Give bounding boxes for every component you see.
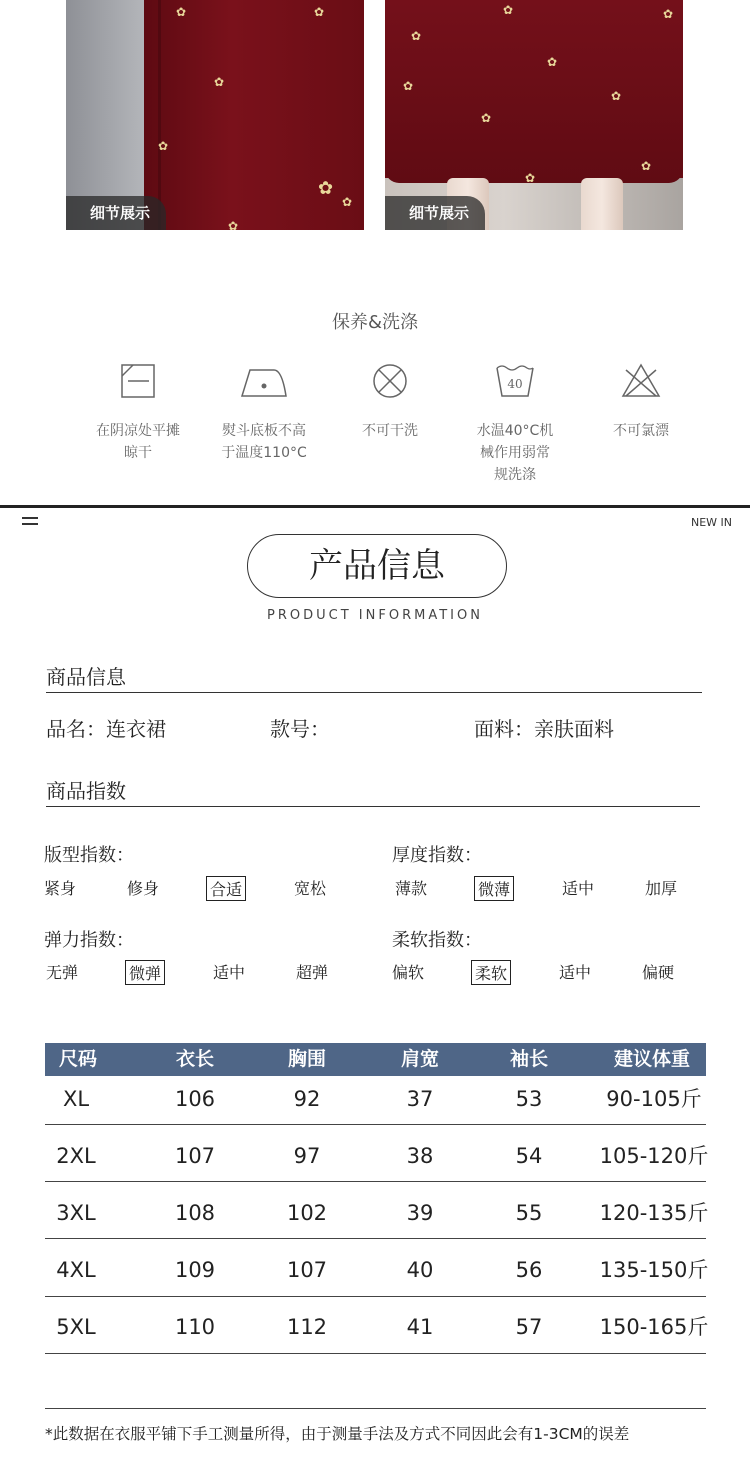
care-label-line: 熨斗底板不高 [222, 423, 306, 439]
bust-cell: 97 [293, 1144, 321, 1168]
care-label-line: 不可干洗 [362, 423, 418, 439]
size-column-header: 尺码 [58, 1048, 97, 1070]
product-index-heading: 商品指数 [46, 779, 126, 803]
bust-cell: 92 [293, 1087, 321, 1111]
no-dry-clean-icon [371, 362, 409, 400]
size-cell: XL [62, 1087, 90, 1111]
weight-cell: 135-150斤 [599, 1258, 709, 1282]
product-info-heading: 商品信息 [46, 665, 126, 689]
elasticity-option: 适中 [213, 963, 246, 982]
care-item-iron [208, 362, 320, 464]
elasticity-option: 无弹 [46, 963, 79, 982]
gold-flower-motif: ✿ [318, 178, 334, 199]
thickness-option: 加厚 [645, 879, 678, 898]
size-cell: 3XL [56, 1201, 96, 1225]
gold-flower-motif: ✿ [663, 7, 674, 21]
care-title: 保养&洗涤 [331, 312, 419, 333]
elasticity-option-selected: 微弹 [125, 960, 165, 985]
weight-column-header: 建议体重 [613, 1048, 690, 1070]
length-cell: 108 [174, 1201, 216, 1225]
weight-cell: 90-105斤 [606, 1087, 702, 1111]
wash-40-icon [494, 362, 536, 400]
care-label-line: 于温度110°C [221, 445, 307, 461]
length-cell: 109 [174, 1258, 216, 1282]
table-row-divider [45, 1296, 706, 1297]
footnote-divider [45, 1408, 706, 1409]
length-cell: 106 [174, 1087, 216, 1111]
gold-flower-motif: ✿ [314, 5, 325, 19]
detail-photo-right [385, 0, 683, 230]
sleeve-cell: 57 [515, 1315, 543, 1339]
shoulder-cell: 37 [406, 1087, 434, 1111]
gold-flower-motif: ✿ [547, 55, 558, 69]
gold-flower-motif: ✿ [158, 139, 169, 153]
shoulder-cell: 38 [406, 1144, 434, 1168]
care-item-wash-40 [459, 362, 571, 486]
shoulder-cell: 39 [406, 1201, 434, 1225]
sleeve-column-header: 袖长 [509, 1048, 548, 1070]
care-item-no-bleach [585, 362, 697, 442]
softness-option: 偏硬 [642, 963, 675, 982]
detail-tag-left: 细节展示 [66, 196, 166, 230]
thickness-index-title: 厚度指数： [392, 845, 482, 866]
fit-option: 紧身 [44, 879, 77, 898]
detail-photo-left [66, 0, 364, 230]
sleeve-cell: 53 [515, 1087, 543, 1111]
fabric-fold [158, 0, 161, 230]
fit-option: 宽松 [294, 879, 327, 898]
size-table-header [45, 1043, 706, 1076]
size-cell: 5XL [56, 1315, 96, 1339]
dress-fabric [385, 0, 683, 183]
size-cell: 4XL [56, 1258, 96, 1282]
heading-underline [46, 692, 702, 693]
size-cell: 2XL [56, 1144, 96, 1168]
section-title-pill: 产品信息 [247, 534, 507, 598]
table-row-divider [45, 1238, 706, 1239]
care-label-line: 械作用弱常 [480, 445, 550, 461]
gold-flower-motif: ✿ [228, 219, 239, 230]
care-item-flat-dry [82, 362, 194, 464]
gold-flower-motif: ✿ [481, 111, 492, 125]
wash-temp-label: 40 [507, 377, 523, 391]
fit-option-selected: 合适 [206, 876, 246, 901]
gold-flower-motif: ✿ [403, 79, 414, 93]
style-number: 款号： [270, 717, 330, 741]
section-subtitle: PRODUCT INFORMATION [267, 608, 483, 623]
model-leg [581, 178, 623, 230]
gold-flower-motif: ✿ [611, 89, 622, 103]
shoulder-cell: 41 [406, 1315, 434, 1339]
gold-flower-motif: ✿ [411, 29, 422, 43]
thickness-option: 薄款 [395, 879, 428, 898]
bust-cell: 107 [286, 1258, 328, 1282]
care-label-line: 晾干 [124, 445, 152, 461]
sleeve-cell: 54 [515, 1144, 543, 1168]
fabric-info: 面料：亲肤面料 [474, 717, 614, 741]
softness-option: 偏软 [392, 963, 425, 982]
thickness-option: 适中 [562, 879, 595, 898]
product-name: 品名：连衣裙 [46, 717, 166, 741]
gold-flower-motif: ✿ [525, 171, 536, 185]
detail-tag-right: 细节展示 [385, 196, 485, 230]
elasticity-index-title: 弹力指数： [44, 930, 134, 951]
gold-flower-motif: ✿ [641, 159, 652, 173]
thickness-option-selected: 微薄 [474, 876, 514, 901]
menu-icon[interactable] [22, 517, 38, 529]
bust-column-header: 胸围 [287, 1048, 326, 1070]
care-item-no-dry-clean [334, 362, 446, 442]
fit-option: 修身 [127, 879, 160, 898]
bust-cell: 112 [286, 1315, 328, 1339]
length-cell: 107 [174, 1144, 216, 1168]
new-in-label: NEW IN [690, 516, 732, 529]
flat-dry-shade-icon [119, 362, 157, 400]
care-label-line: 规洗涤 [494, 467, 536, 483]
softness-option: 适中 [559, 963, 592, 982]
length-column-header: 衣长 [175, 1048, 214, 1070]
care-label-line: 水温40°C机 [476, 423, 554, 439]
no-bleach-icon [620, 362, 662, 400]
length-cell: 110 [174, 1315, 216, 1339]
measurement-footnote: *此数据在衣服平铺下手工测量所得，由于测量手法及方式不同因此会有1-3CM的误差 [45, 1425, 630, 1443]
gold-flower-motif: ✿ [176, 5, 187, 19]
care-label-line: 不可氯漂 [613, 423, 669, 439]
table-row-divider [45, 1181, 706, 1182]
softness-option-selected: 柔软 [471, 960, 511, 985]
gold-flower-motif: ✿ [214, 75, 225, 89]
care-label-line: 在阴凉处平摊 [96, 423, 180, 439]
gold-flower-motif: ✿ [342, 195, 353, 209]
iron-low-temp-icon [238, 362, 290, 400]
elasticity-option: 超弹 [296, 963, 329, 982]
softness-index-title: 柔软指数： [392, 930, 482, 951]
fit-index-title: 版型指数： [44, 845, 134, 866]
section-divider [0, 505, 750, 508]
shoulder-column-header: 肩宽 [400, 1048, 439, 1070]
sleeve-cell: 55 [515, 1201, 543, 1225]
sleeve-cell: 56 [515, 1258, 543, 1282]
shoulder-cell: 40 [406, 1258, 434, 1282]
heading-underline [46, 806, 700, 807]
weight-cell: 120-135斤 [599, 1201, 709, 1225]
bust-cell: 102 [286, 1201, 328, 1225]
gold-flower-motif: ✿ [503, 3, 514, 17]
weight-cell: 105-120斤 [599, 1144, 709, 1168]
weight-cell: 150-165斤 [599, 1315, 709, 1339]
table-row-divider [45, 1353, 706, 1354]
table-row-divider [45, 1124, 706, 1125]
